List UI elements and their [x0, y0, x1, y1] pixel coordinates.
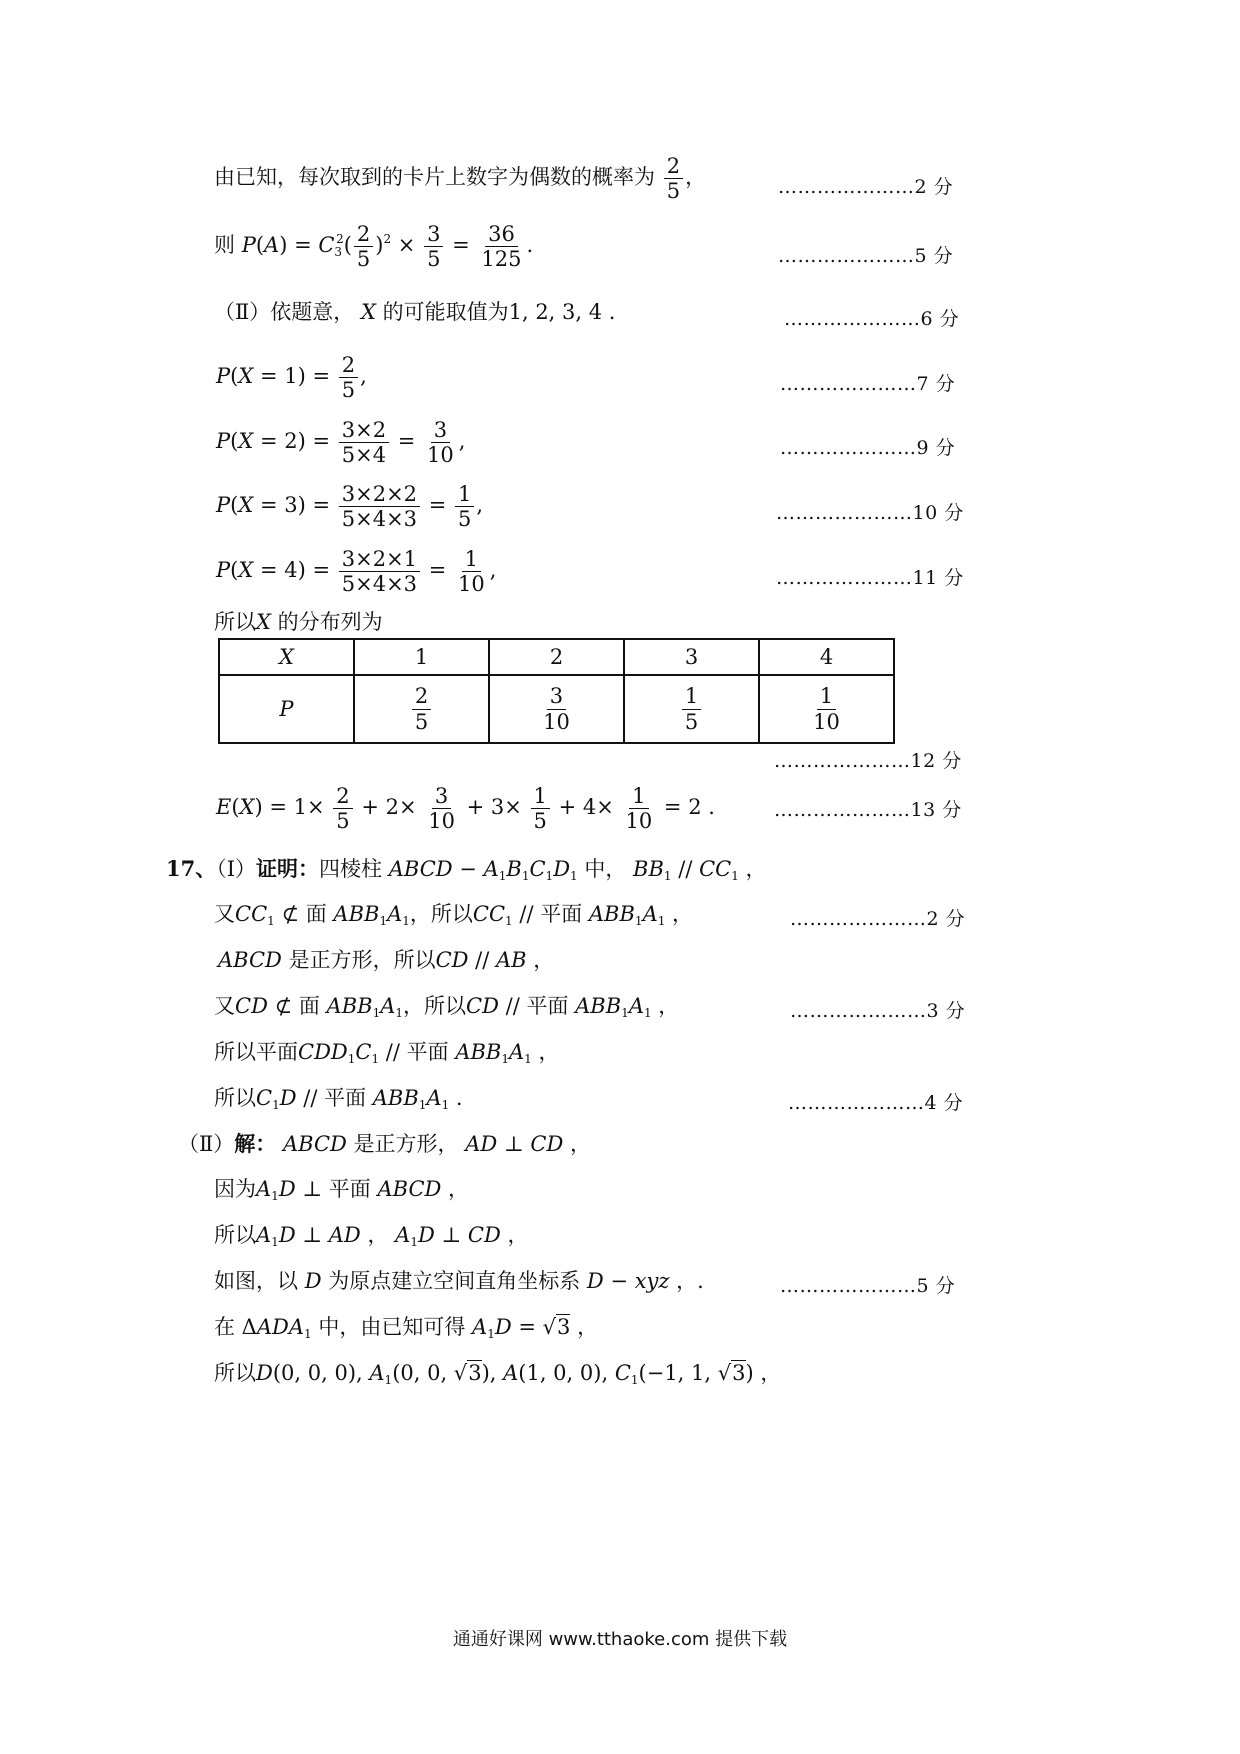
- score-marker: …………………10 分: [776, 502, 964, 524]
- score-marker: …………………3 分: [790, 1000, 966, 1022]
- line-s5: 在 $\Delta ADA_1$ 中，由已知可得 $A_1D = √3$ ，: [214, 1315, 599, 1341]
- footer-credit: 通通好课网 www.tthaoke.com 提供下载: [452, 1629, 788, 1650]
- score-marker: …………………2 分: [790, 908, 966, 930]
- table-row: [219, 639, 894, 675]
- cell: X: [219, 639, 354, 675]
- line-px4: P(X = 4) = $\frac{3\times 2\times 1}{5\times 4\times 3}$ = $\frac{1}{10}$ ,: [216, 547, 497, 597]
- line-r6: 所以$C_1D$ // 平面 $ABB_1A_1$ .: [214, 1086, 463, 1112]
- line-s4: 如图，以 D 为原点建立空间直角坐标系 D − xyz ，.: [214, 1269, 704, 1293]
- line-r4: 又CD ⊄ 面 $ABB_1A_1$，所以CD // 平面 $ABB_1A_1$ ，: [214, 994, 680, 1020]
- score-marker: …………………4 分: [788, 1092, 964, 1114]
- text: 由已知，每次取到的卡片上数字为偶数的概率为: [214, 165, 655, 190]
- cell: $\frac{3}{10}$: [489, 675, 624, 743]
- line-s3: 所以$A_1D$ ⊥ AD ， $A_1D$ ⊥ CD ，: [214, 1223, 529, 1249]
- line-r3: ABCD 是正方形，所以CD // AB ，: [218, 948, 555, 972]
- score-marker: …………………5 分: [780, 1275, 956, 1297]
- cell: $\frac{1}{10}$: [759, 675, 894, 743]
- line-px1: P(X = 1) = $\frac{2}{5}$ ,: [216, 353, 367, 403]
- score-marker: …………………12 分: [774, 750, 962, 772]
- cell: 4: [759, 639, 894, 675]
- table-row: [219, 675, 894, 743]
- score-marker: …………………5 分: [778, 245, 954, 267]
- line-s2: 因为$A_1D$ ⊥ 平面 ABCD ，: [214, 1177, 470, 1203]
- line-px2: P(X = 2) = $\frac{3\times 2}{5\times 4}$ = $\frac{3}{10}$ ,: [216, 418, 466, 468]
- score-marker: …………………2 分: [778, 176, 954, 198]
- line-r2: 又$CC_1$ ⊄ 面 $ABB_1A_1$，所以$CC_1$ // 平面 $ABB_1A_1$ ，: [214, 902, 694, 928]
- cell: $\frac{1}{5}$: [624, 675, 759, 743]
- distribution-table: [218, 638, 895, 744]
- cell: 1: [354, 639, 489, 675]
- score-marker: …………………11 分: [776, 567, 964, 589]
- line-q17: 17、（Ⅰ）证明：四棱柱 ABCD − $A_1B_1C_1D_1$ 中， $BB_1 // CC_1$ ，: [166, 856, 767, 883]
- line-expectation: E(X) = 1× $\frac{2}{5}$ + 2× $\frac{3}{10}$ + 3× $\frac{1}{5}$ + 4× $\frac{1}{10}$ = 2 .: [216, 784, 715, 834]
- cell: 3: [624, 639, 759, 675]
- line-s6: 所以D(0, 0, 0), $A_1(0$, 0, √3), A(1, 0, 0), $C_1(-1$, 1, √3) ，: [214, 1361, 782, 1387]
- line-dist-intro: 所以X 的分布列为: [214, 610, 383, 634]
- line-px3: P(X = 3) = $\frac{3\times 2\times 2}{5\times 4\times 3}$ = $\frac{1}{5}$ ,: [216, 482, 484, 532]
- score-marker: …………………7 分: [780, 373, 956, 395]
- line-s1: （Ⅱ）解： ABCD 是正方形， AD ⊥ CD ，: [178, 1131, 591, 1156]
- score-marker: …………………6 分: [784, 308, 960, 330]
- line-pa: 则 $P(A) = C_3^2$( $\frac{2}{5}$ )$^2$ × $\frac{3}{5}$ = $\frac{36}{125}$ .: [214, 222, 534, 272]
- score-marker: …………………9 分: [780, 437, 956, 459]
- fraction: $\frac{2}{5}$: [664, 154, 683, 203]
- cell: $\frac{2}{5}$: [354, 675, 489, 743]
- cell: 2: [489, 639, 624, 675]
- cell: P: [219, 675, 354, 743]
- line-part2-intro: （Ⅱ）依题意， X 的可能取值为1, 2, 3, 4 .: [214, 300, 616, 324]
- line-probability-even: 由已知，每次取到的卡片上数字为偶数的概率为 $\frac{2}{5}$ ，: [214, 154, 707, 204]
- line-r5: 所以平面$CDD_1C_1$ // 平面 $ABB_1A_1$ ，: [214, 1040, 560, 1066]
- score-marker: …………………13 分: [774, 799, 962, 821]
